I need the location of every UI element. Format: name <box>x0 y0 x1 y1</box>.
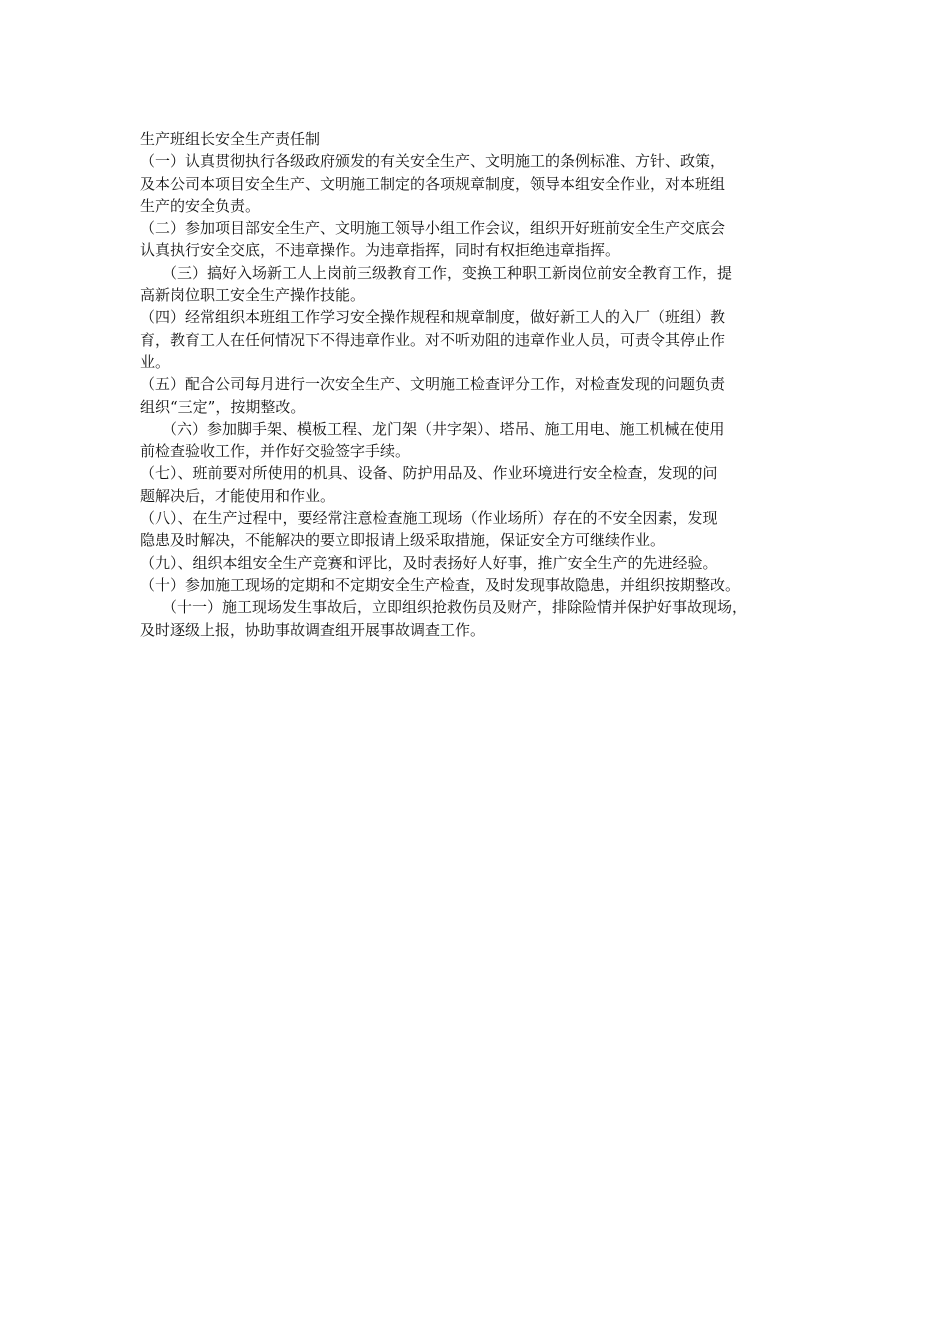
paragraph-line: 生产的安全负责。 <box>140 196 261 215</box>
paragraph-line: 高新岗位职工安全生产操作技能。 <box>140 286 366 305</box>
document-page <box>140 128 820 641</box>
paragraph-line: 隐患及时解决，不能解决的要立即报请上级采取措施，保证安全方可继续作业。 <box>140 531 666 550</box>
paragraph-line: （六）参加脚手架、模板工程、龙门架（井字架）、塔吊、施工用电、施工机械在使用 <box>162 419 725 438</box>
paragraph-line: （十）参加施工现场的定期和不定期安全生产检查，及时发现事故隐患，并组织按期整改。 <box>140 575 741 594</box>
paragraph-line: 前检查验收工作，并作好交验签字手续。 <box>140 442 411 461</box>
paragraph-line: （八）、在生产过程中，要经常注意检查施工现场（作业场所）存在的不安全因素，发现 <box>140 509 718 528</box>
paragraph-line: （一）认真贯彻执行各级政府颁发的有关安全生产、文明施工的条例标准、方针、政策， <box>140 152 726 171</box>
paragraph-line: （二）参加项目部安全生产、文明施工领导小组工作会议，组织开好班前安全生产交底会 <box>140 219 726 238</box>
paragraph-line: （五）配合公司每月进行一次安全生产、文明施工检查评分工作，对检查发现的问题负责 <box>140 375 726 394</box>
paragraph-line: 组织“三定”，按期整改。 <box>140 397 306 416</box>
paragraph-line: （七）、班前要对所使用的机具、设备、防护用品及、作业环境进行安全检查，发现的问 <box>140 464 718 483</box>
paragraph-line: 题解决后，才能使用和作业。 <box>140 486 336 505</box>
paragraph-line: 及本公司本项目安全生产、文明施工制定的各项规章制度，领导本组安全作业，对本班组 <box>140 174 726 193</box>
paragraph-line: （十一）施工现场发生事故后，立即组织抢救伤员及财产，排除险情并保护好事故现场， <box>162 598 748 617</box>
paragraph-line: 育，教育工人在任何情况下不得违章作业。对不听劝阻的违章作业人员，可责令其停止作 <box>140 330 726 349</box>
paragraph-line: 认真执行安全交底，不违章操作。为违章指挥，同时有权拒绝违章指挥。 <box>140 241 621 260</box>
paragraph-line: （三）搞好入场新工人上岗前三级教育工作，变换工种职工新岗位前安全教育工作，提 <box>162 263 733 282</box>
paragraph-line: 业。 <box>140 352 171 371</box>
document-title: 生产班组长安全生产责任制 <box>140 130 321 148</box>
paragraph-line: （四）经常组织本班组工作学习安全操作规程和规章制度，做好新工人的入厂（班组）教 <box>140 308 726 327</box>
paragraph-line: （九）、组织本组安全生产竞赛和评比，及时表扬好人好事，推广安全生产的先进经验。 <box>140 553 718 572</box>
paragraph-line: 及时逐级上报，协助事故调查组开展事故调查工作。 <box>140 620 486 639</box>
